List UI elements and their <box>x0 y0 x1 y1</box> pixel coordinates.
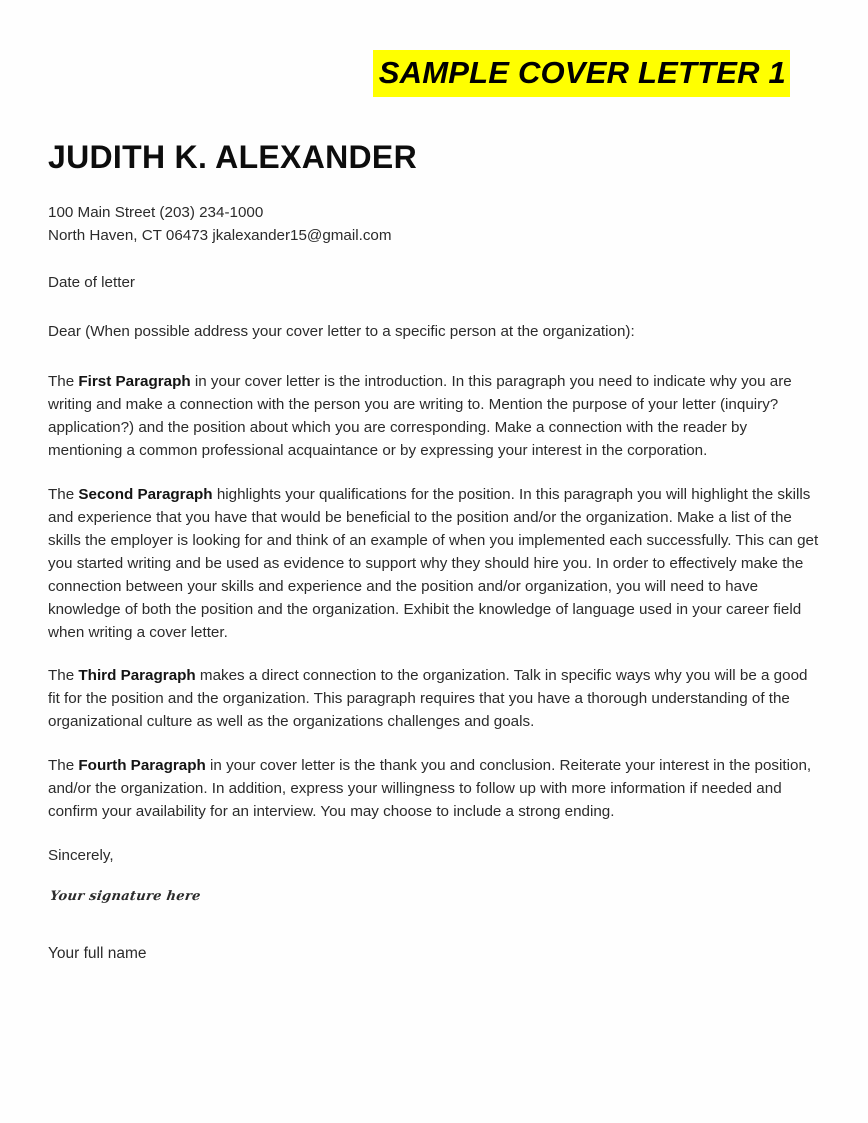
paragraph-first-body: in your cover letter is the introduction. In this paragraph you need to indicate why you are writing and make a connection with the person you are writing to. Mention the purpose of your letter (inquiry? application?) and the position about which you are corresponding. Make a connection with the reader by mentioning a common professional acquaintance or by expressing your interest in the corporation. <box>48 372 792 459</box>
letter-body <box>48 140 820 965</box>
paragraph-first-lead: The <box>48 372 79 390</box>
full-name-placeholder: Your full name <box>48 944 147 962</box>
paragraph-fourth <box>48 755 820 824</box>
contact-city-email: North Haven, CT 06473 jkalexander15@gmail.com <box>48 227 392 245</box>
paragraph-second <box>48 484 820 645</box>
paragraph-third-body: makes a direct connection to the organization. Talk in specific ways why you will be a good fit for the position and the organization. This paragraph requires that you have a thorough understanding of the organizational culture as well as the organizations challenges and goals. <box>48 667 808 731</box>
title-banner-row <box>0 50 790 97</box>
applicant-name-heading: JUDITH K. ALEXANDER <box>48 139 417 175</box>
paragraph-first <box>48 371 820 463</box>
paragraph-second-lead: The <box>48 485 79 503</box>
paragraph-first-label: First Paragraph <box>78 372 191 390</box>
paragraph-third-label: Third Paragraph <box>78 667 196 685</box>
paragraph-third <box>48 665 820 734</box>
paragraph-third-lead: The <box>48 667 79 685</box>
contact-street-phone: 100 Main Street (203) 234-1000 <box>48 204 264 222</box>
paragraph-fourth-lead: The <box>48 757 79 775</box>
date-of-letter: Date of letter <box>48 274 135 292</box>
signature-placeholder: Your signature here <box>48 888 202 904</box>
closing-salutation: Sincerely, <box>48 847 114 865</box>
sample-cover-letter-title: SAMPLE COVER LETTER 1 <box>373 50 790 97</box>
paragraph-second-label: Second Paragraph <box>78 485 213 503</box>
paragraph-fourth-body: in your cover letter is the thank you and conclusion. Reiterate your interest in the position, and/or the organization. In addition, express your willingness to follow up with more information if needed and confirm your availability for an interview. You may choose to include a strong ending. <box>48 757 812 821</box>
contact-block <box>48 201 820 247</box>
paragraph-fourth-label: Fourth Paragraph <box>78 757 206 775</box>
paragraph-second-body: highlights your qualifications for the position. In this paragraph you will highlight the skills and experience that you have that would be beneficial to the position and/or the organization. Make a list of the skills the employer is looking for and think of an example of when you implemented each successfully. This can get you started writing and be used as evidence to support why they should hire you. In order to effectively make the connection between your skills and experience and the position and/or organization, you will need to have knowledge of both the position and the organization. Exhibit the knowledge of language used in your career field when writing a cover letter. <box>48 485 819 641</box>
salutation-line: Dear (When possible address your cover letter to a specific person at the organization): <box>48 323 635 341</box>
